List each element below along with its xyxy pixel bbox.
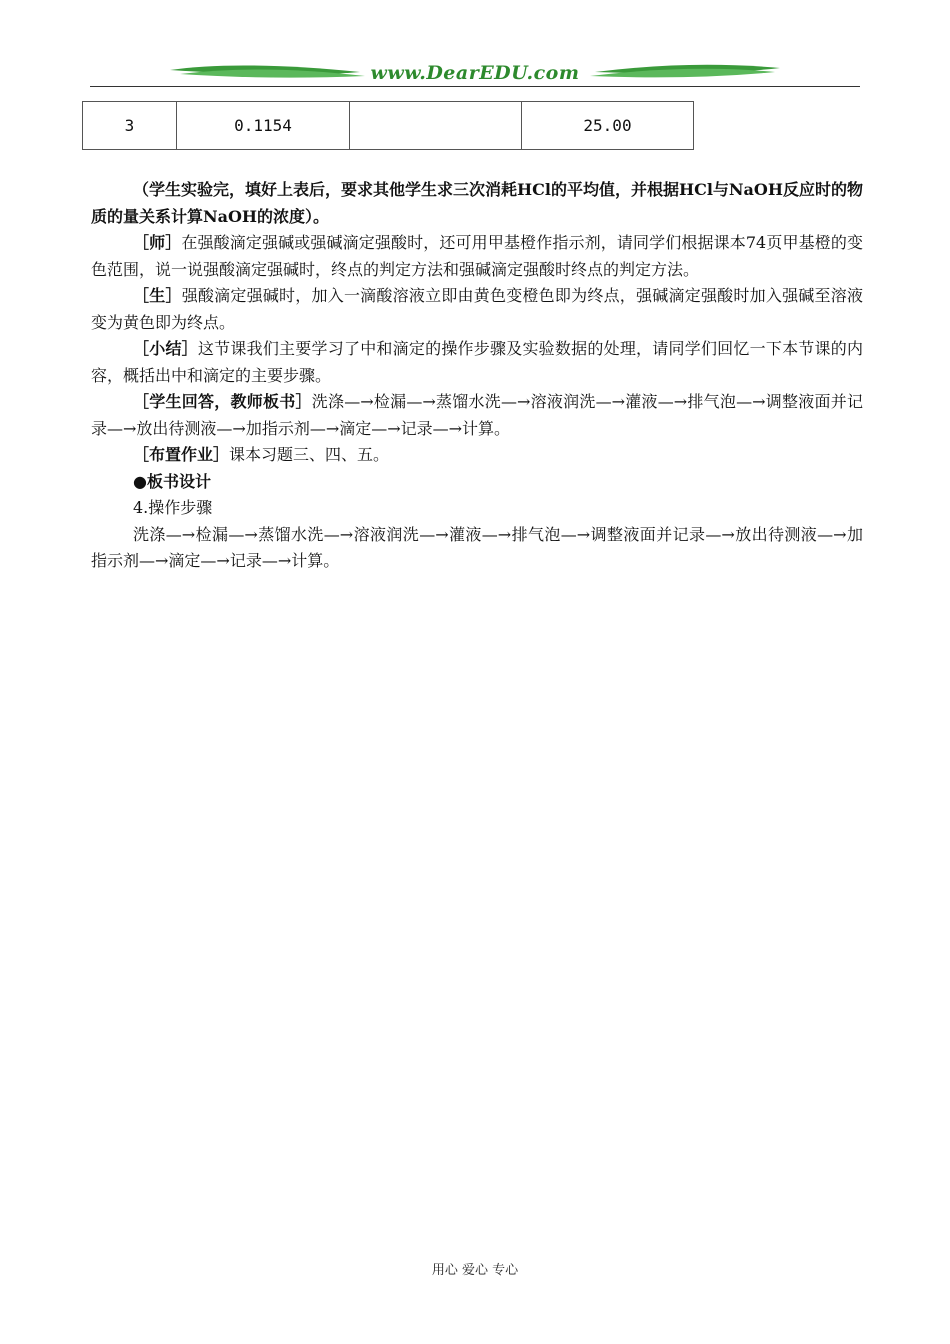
- board-design-heading: ●板书设计: [133, 471, 211, 491]
- answer-paragraph: [91, 389, 863, 442]
- teacher-paragraph: [91, 230, 863, 283]
- summary-text: 这节课我们主要学习了中和滴定的操作步骤及实验数据的处理，请同学们回忆一下本节课的内容，概括出中和滴定的主要步骤。: [91, 339, 863, 385]
- table-cell: 0.1154: [177, 102, 350, 150]
- lesson-content: [91, 177, 863, 575]
- teacher-tag: ［师］: [133, 233, 182, 252]
- table-cell: 3: [83, 102, 177, 150]
- table-cell: 25.00: [522, 102, 694, 150]
- summary-tag: ［小结］: [133, 339, 198, 358]
- answer-tag: ［学生回答，教师板书］: [133, 392, 312, 411]
- homework-paragraph: [91, 442, 863, 469]
- summary-paragraph: [91, 336, 863, 389]
- table-cell: [350, 102, 522, 150]
- student-tag: ［生］: [133, 286, 182, 305]
- homework-text: 课本习题三、四、五。: [229, 445, 390, 464]
- header-divider: [90, 86, 860, 87]
- student-paragraph: [91, 283, 863, 336]
- student-instruction-paragraph: （学生实验完，填好上表后，要求其他学生求三次消耗HCl的平均值，并根据HCl与NaOH反应时的物质的量关系计算NaOH的浓度）。: [91, 180, 863, 226]
- steps-paragraph: 洗涤—→检漏—→蒸馏水洗—→溶液润洗—→灌液—→排气泡—→调整液面并记录—→放出待测液—→加指示剂—→滴定—→记录—→计算。: [91, 524, 863, 570]
- steps-subheading: 4.操作步骤: [133, 498, 213, 517]
- student-text: 强酸滴定强碱时，加入一滴酸溶液立即由黄色变橙色即为终点，强碱滴定强酸时加入强碱至溶液变为黄色即为终点。: [91, 286, 863, 332]
- titration-data-table: [82, 101, 694, 150]
- homework-tag: ［布置作业］: [133, 445, 230, 464]
- teacher-text: 在强酸滴定强碱或强碱滴定强酸时，还可用甲基橙作指示剂，请同学们根据课本74页甲基橙的变色范围，说一说强酸滴定强碱时，终点的判定方法和强碱滴定强酸时终点的判定方法。: [91, 233, 863, 279]
- page-header: [90, 56, 860, 90]
- page-footer: 用心 爱心 专心: [431, 1263, 519, 1278]
- answer-text: 洗涤—→检漏—→蒸馏水洗—→溶液润洗—→灌液—→排气泡—→调整液面并记录—→放出待测液—→加指示剂—→滴定—→记录—→计算。: [91, 392, 863, 438]
- site-logo-text: www.DearEDU.com: [370, 62, 580, 84]
- table-row: [83, 102, 694, 150]
